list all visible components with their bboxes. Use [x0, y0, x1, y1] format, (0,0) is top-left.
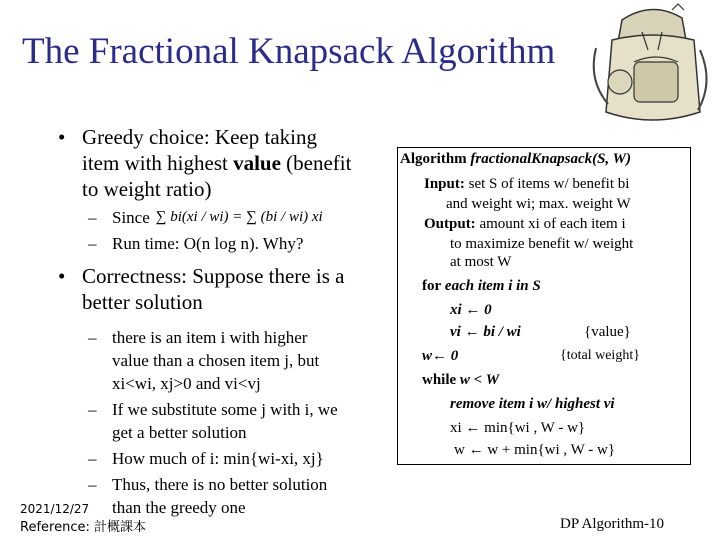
- footer-date: 2021/12/27: [20, 502, 90, 516]
- ratio-formula: ∑ bi(xi / wi) = ∑ (bi / wi) xi: [155, 209, 323, 225]
- sub-how-much: – How much of i: min{wi-xi, xj}: [88, 449, 324, 468]
- weight-note: {total weight}: [560, 348, 640, 363]
- output-line-1: Output: amount xi of each item i: [424, 216, 626, 232]
- xi-min-line: xi ← min{wi , W - w}: [450, 420, 586, 436]
- page-number: DP Algorithm-10: [560, 516, 665, 532]
- bullet-correctness: • Correctness: Suppose there is a better solution: [58, 264, 345, 314]
- for-line: for each item i in S: [422, 278, 541, 294]
- w-init-line: w← 0: [422, 348, 459, 364]
- sub-runtime: – Run time: O(n log n). Why?: [88, 234, 304, 253]
- w-update-line: w ← w + min{wi , W - w}: [454, 442, 616, 458]
- sub-higher-value: – there is an item i with higher value than a chosen item j, but xi<wi, xj>0 and vi<vj: [88, 328, 320, 393]
- remove-line: remove item i w/ highest vi: [450, 396, 615, 412]
- input-line-1: Input: set S of items w/ benefit bi: [424, 176, 630, 192]
- input-line-2: and weight wi; max. weight W: [446, 196, 631, 212]
- xi-init-line: xi ← 0: [450, 302, 492, 318]
- vi-assign-line: vi ← bi / wi: [450, 324, 521, 340]
- value-note: {value}: [584, 324, 631, 340]
- algorithm-box: [397, 147, 691, 465]
- sub-substitute: – If we substitute some j with i, we get a better solution: [88, 400, 338, 442]
- output-line-3: at most W: [450, 254, 512, 270]
- bullet-greedy-choice: • Greedy choice: Keep taking item with highest value (benefit to weight ratio): [58, 125, 352, 201]
- bullet-marker: •: [58, 264, 66, 288]
- slide-title: The Fractional Knapsack Algorithm: [22, 31, 556, 72]
- sub-conclusion: – Thus, there is no better solution than the greedy one: [88, 475, 328, 517]
- algorithm-header: Algorithm fractionalKnapsack(S, W): [400, 151, 631, 167]
- output-line-2: to maximize benefit w/ weight: [450, 236, 634, 252]
- bullet-marker: •: [58, 125, 66, 149]
- bullet-list: [58, 124, 398, 519]
- sub-since: – Since ∑ bi(xi / wi) = ∑ (bi / wi) xi: [88, 208, 323, 227]
- footer-reference: Reference: 計概課本: [20, 520, 146, 535]
- backpack-illustration: [582, 0, 720, 132]
- while-line: while w < W: [422, 372, 500, 388]
